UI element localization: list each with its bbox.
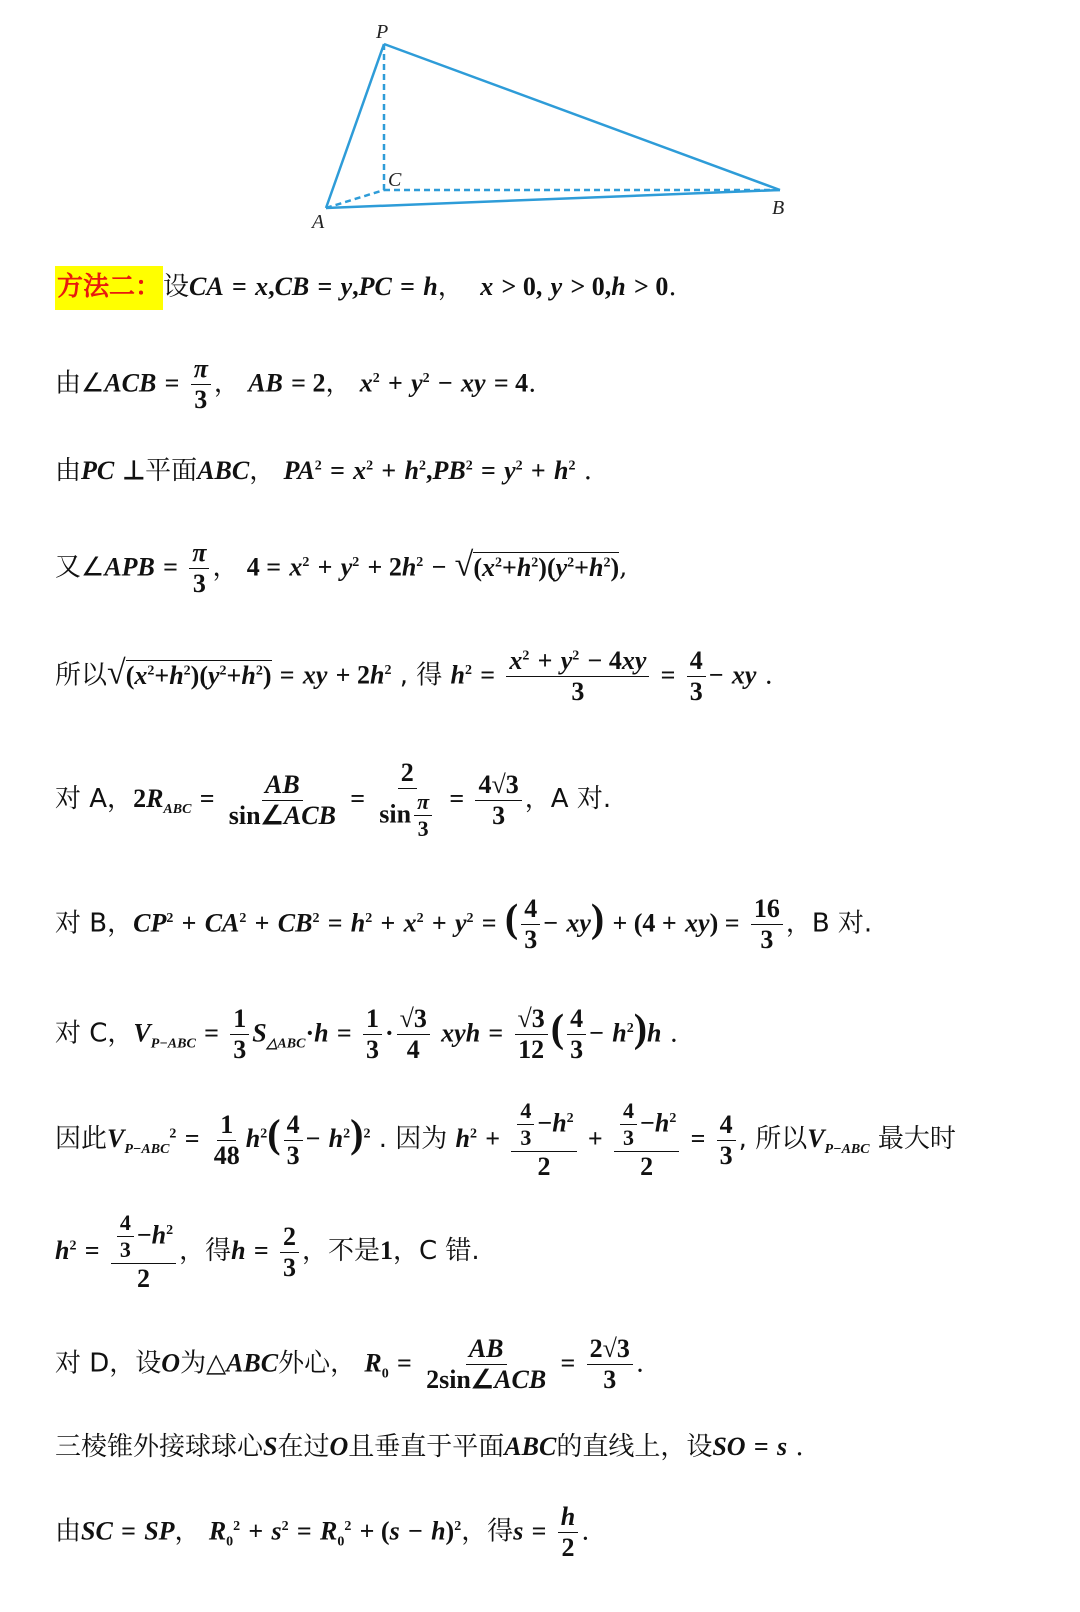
solution-line-13: 由SC = SP， $R_0^2 + s^2 = R_0^2 + (s - h)^2$，得s = $\frac{h}{2}$ . bbox=[55, 1502, 590, 1562]
vertex-label-P: P bbox=[376, 21, 389, 43]
pyramid-diagram bbox=[300, 10, 820, 250]
solution-line-7: 对 B，$CP^2 + CA^2 + CB^2 = h^2 + x^2 + y^2$ = ( $\frac{4}{3}$ − xy) + (4 + xy) = $\frac{16}{3}$ ，B 对. bbox=[55, 894, 873, 954]
solution-line-11: 对 D，设O为△ABC外心， $R_0$ = $\frac{AB}{\text{2sin∠ACB}}$ = $\frac{2√3}{3}$ . bbox=[55, 1334, 645, 1394]
solution-line-1: 方法二：设CA = x,CB = y,PC = h， x > 0, y > 0,h > 0. bbox=[55, 274, 677, 300]
solution-line-2: 由∠ACB = $\frac{\pi}{3}$ ， AB = 2， $x^2 + y^2$ − xy = 4. bbox=[55, 354, 537, 414]
solution-line-9: 因此$V_{P-ABC}^2$ = $\frac{1}{48}$ $h^2$( $\frac{4}{3}$ − $h^2)^2$ . 因为 $h^2$ + $\frac{4}{3}$ $-h^2$ 2 + $\frac{4}{3}$ $-h^2$ 2 = $\frac{4}{3}$ , 所以$V_{P-ABC}$ 最大时 bbox=[55, 1098, 956, 1181]
solution-line-5: 所以$√(x^2+h^2)(y^2+h^2)$ = xy + $2h^2$ , 得 $h^2$ = $\frac{x^2 + y^2 - 4xy}{3}$ = $\frac{4}{3}$ − xy . bbox=[55, 646, 773, 706]
vertex-label-C: C bbox=[388, 169, 402, 191]
solution-line-6: 对 A，$2R_{ABC}$ = $\frac{AB}{\text{sin∠ACB}}$ = 2 sin $\frac{\pi}{3}$ = $\frac{4√3}{3}$ ，A 对. bbox=[55, 758, 612, 841]
method-two-label: 方法二： bbox=[55, 266, 163, 310]
edge-AB bbox=[326, 190, 780, 208]
edge-PB bbox=[384, 44, 780, 190]
vertex-label-A: A bbox=[312, 211, 325, 233]
solution-line-8: 对 C，$V_{P-ABC}$ = $\frac{1}{3}$ $S_{\triangle ABC}\cdot h$ = $\frac{1}{3}$ · $\frac{√3}{4}$ xyh = $\frac{√3}{12}$ ( $\frac{4}{3}$ − $h^2)h$ . bbox=[55, 1004, 679, 1064]
solution-line-3: 由PC ⊥平面ABC， $PA^2 = x^2 + h^2,PB^2 = y^2 + h^2$ . bbox=[55, 456, 592, 486]
edge-PA bbox=[326, 44, 384, 208]
solution-line-10: $h^2$ = $\frac{4}{3}$ $-h^2$ 2 ，得h = $\frac{2}{3}$ ，不是1，C 错. bbox=[55, 1210, 480, 1293]
solution-line-4: 又∠APB = $\frac{\pi}{3}$ ， $4 = x^2 + y^2 + 2h^2 - √(x^2+h^2)(y^2+h^2)$, bbox=[55, 538, 628, 598]
vertex-label-B: B bbox=[772, 197, 785, 219]
solution-line-12: 三棱锥外接球球心S在过O且垂直于平面ABC的直线上，设SO = s . bbox=[55, 1432, 804, 1462]
